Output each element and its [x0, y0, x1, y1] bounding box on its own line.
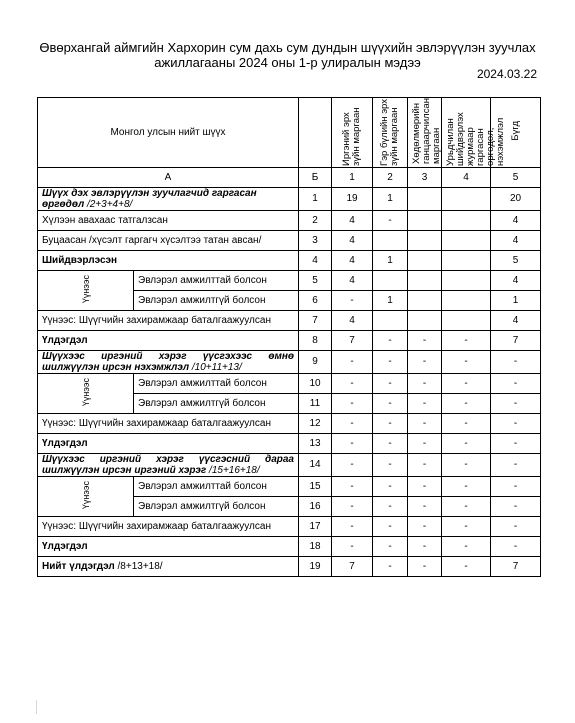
row-value	[373, 310, 408, 330]
row-value: -	[373, 556, 408, 576]
row-value: 7	[332, 556, 373, 576]
report-date: 2024.03.22	[476, 67, 537, 81]
row-value: -	[373, 496, 408, 516]
row-number: 1	[299, 187, 332, 210]
row-value: -	[491, 536, 541, 556]
row-label: Шийдвэрлэсэн	[38, 250, 299, 270]
row-value: -	[442, 330, 491, 350]
row-label: Нийт үлдэгдэл /8+13+18/	[38, 556, 299, 576]
row-value: -	[408, 393, 442, 413]
row-value: -	[442, 373, 491, 393]
row-number: 5	[299, 270, 332, 290]
row-number: 17	[299, 516, 332, 536]
row-value: -	[442, 476, 491, 496]
row-number: 11	[299, 393, 332, 413]
row-value: -	[332, 516, 373, 536]
row-value: -	[373, 330, 408, 350]
row-value: -	[332, 290, 373, 310]
row-value: -	[491, 433, 541, 453]
table-row	[38, 310, 541, 330]
row-value: -	[332, 373, 373, 393]
row-value: 1	[491, 290, 541, 310]
row-label: Эвлэрэл амжилтгүй болсон	[134, 290, 299, 310]
row-value: -	[373, 476, 408, 496]
row-value	[408, 290, 442, 310]
row-value: -	[408, 453, 442, 476]
row-value: -	[332, 393, 373, 413]
row-label: Эвлэрэл амжилттай болсон	[134, 476, 299, 496]
row-label: Эвлэрэл амжилтгүй болсон	[134, 393, 299, 413]
row-value: -	[373, 413, 408, 433]
row-value: 4	[491, 210, 541, 230]
row-value	[408, 230, 442, 250]
row-label: Шүүхээс иргэний хэрэг үүсгэсний дараа шилжүүлэн ирсэн иргэний хэрэг /15+16+18/	[38, 453, 299, 476]
row-label: Үүнээс: Шүүгчийн захирамжаар баталгаажуулсан	[38, 413, 299, 433]
row-value	[442, 290, 491, 310]
index-cell: 3	[408, 167, 442, 187]
report-table	[37, 97, 541, 577]
row-value: -	[408, 496, 442, 516]
table-row	[38, 270, 541, 290]
row-number: 15	[299, 476, 332, 496]
row-value: -	[408, 556, 442, 576]
row-value	[373, 270, 408, 290]
row-value: -	[373, 433, 408, 453]
row-value: -	[491, 350, 541, 373]
row-value: 1	[373, 290, 408, 310]
table-row	[38, 250, 541, 270]
header-cell	[299, 98, 332, 168]
header-row	[38, 98, 541, 168]
row-label: Шүүхээс иргэний хэрэг үүсгэхээс өмнө шилжүүлэн ирсэн нэхэмжлэл /10+11+13/	[38, 350, 299, 373]
row-value	[442, 270, 491, 290]
row-value: 5	[491, 250, 541, 270]
row-value: -	[442, 556, 491, 576]
row-value: -	[332, 350, 373, 373]
row-value: -	[491, 516, 541, 536]
table-row	[38, 516, 541, 536]
row-value	[442, 230, 491, 250]
row-value: -	[332, 536, 373, 556]
row-label: Үүнээс: Шүүгчийн захирамжаар баталгаажуулсан	[38, 516, 299, 536]
row-value: -	[373, 393, 408, 413]
row-number: 7	[299, 310, 332, 330]
row-value	[442, 187, 491, 210]
table-row	[38, 210, 541, 230]
index-cell: Б	[299, 167, 332, 187]
row-value: -	[491, 496, 541, 516]
row-value: -	[408, 516, 442, 536]
row-value: -	[332, 413, 373, 433]
row-value: -	[373, 350, 408, 373]
row-label: Буцаасан /хүсэлт гаргагч хүсэлтээ татан авсан/	[38, 230, 299, 250]
table-row	[38, 453, 541, 476]
row-value: -	[408, 536, 442, 556]
row-value: -	[408, 476, 442, 496]
row-value: -	[373, 210, 408, 230]
row-value	[408, 310, 442, 330]
row-value: -	[373, 516, 408, 536]
row-number: 16	[299, 496, 332, 516]
row-value: -	[442, 453, 491, 476]
row-value: -	[408, 350, 442, 373]
table-row	[38, 230, 541, 250]
row-value: 4	[332, 230, 373, 250]
row-number: 14	[299, 453, 332, 476]
row-value: 4	[332, 250, 373, 270]
row-label: Шүүх дэх эвлэрүүлэн зуучлагчид гаргасан өргөдөл /2+3+4+8/	[38, 187, 299, 210]
row-value	[373, 230, 408, 250]
row-value: -	[442, 536, 491, 556]
row-value: -	[332, 496, 373, 516]
row-value: 19	[332, 187, 373, 210]
row-number: 18	[299, 536, 332, 556]
row-label: Үлдэгдэл	[38, 536, 299, 556]
table-row	[38, 350, 541, 373]
index-cell: 4	[442, 167, 491, 187]
table-row	[38, 433, 541, 453]
row-value: -	[373, 373, 408, 393]
row-value: -	[491, 373, 541, 393]
row-value: -	[442, 413, 491, 433]
row-value: 4	[491, 310, 541, 330]
group-label: Үүнээс	[38, 270, 134, 310]
row-value: -	[408, 433, 442, 453]
header-col-2: Гэр бүлийн эрх зүйн маргаан	[373, 98, 408, 168]
row-value: -	[408, 330, 442, 350]
row-value: 1	[373, 250, 408, 270]
row-value: 4	[332, 210, 373, 230]
row-value: -	[442, 350, 491, 373]
row-label: Хүлээн авахаас татгалзсан	[38, 210, 299, 230]
table-row	[38, 476, 541, 496]
row-value: 7	[491, 556, 541, 576]
header-col-4: Урьдчилан шийдвэрлэх журмаар гаргасан өргөдөл, нэхэмжлэл	[442, 98, 491, 168]
row-value: -	[442, 516, 491, 536]
row-value: 4	[332, 310, 373, 330]
row-number: 9	[299, 350, 332, 373]
row-number: 6	[299, 290, 332, 310]
row-value: -	[332, 433, 373, 453]
row-value: 4	[491, 270, 541, 290]
table-row	[38, 330, 541, 350]
row-value: -	[442, 496, 491, 516]
row-value: 1	[373, 187, 408, 210]
row-label: Эвлэрэл амжилттай болсон	[134, 270, 299, 290]
table-row	[38, 373, 541, 393]
row-number: 13	[299, 433, 332, 453]
row-value: 4	[332, 270, 373, 290]
row-value	[442, 210, 491, 230]
row-value: -	[373, 536, 408, 556]
row-label: Эвлэрэл амжилттай болсон	[134, 373, 299, 393]
row-value: 7	[491, 330, 541, 350]
row-value	[408, 250, 442, 270]
row-number: 8	[299, 330, 332, 350]
row-value: -	[408, 373, 442, 393]
group-label: Үүнээс	[38, 373, 134, 413]
page-edge-mark	[36, 700, 37, 714]
row-number: 19	[299, 556, 332, 576]
row-label: Үлдэгдэл	[38, 433, 299, 453]
row-value: 4	[491, 230, 541, 250]
index-cell: 5	[491, 167, 541, 187]
table-row	[38, 187, 541, 210]
table-row	[38, 556, 541, 576]
row-value: 20	[491, 187, 541, 210]
table-row	[38, 536, 541, 556]
row-value: -	[491, 413, 541, 433]
row-number: 2	[299, 210, 332, 230]
row-value	[442, 310, 491, 330]
header-main: Монгол улсын нийт шүүх	[38, 98, 299, 168]
row-label: Эвлэрэл амжилтгүй болсон	[134, 496, 299, 516]
row-value: -	[442, 393, 491, 413]
header-col-5: Бүгд	[491, 98, 541, 168]
row-value: -	[408, 413, 442, 433]
index-cell: А	[38, 167, 299, 187]
row-label: Үүнээс: Шүүгчийн захирамжаар баталгаажуулсан	[38, 310, 299, 330]
group-label: Үүнээс	[38, 476, 134, 516]
row-value: -	[491, 393, 541, 413]
index-row	[38, 167, 541, 187]
row-value	[408, 270, 442, 290]
row-value	[408, 210, 442, 230]
table-row	[38, 413, 541, 433]
report-title: Өвөрхангай аймгийн Хархорин сум дахь сум дундын шүүхийн эвлэрүүлэн зуучлах ажиллагааны 2024 оны 1-р улиралын мэдээ	[39, 40, 536, 70]
row-value: -	[332, 476, 373, 496]
index-cell: 2	[373, 167, 408, 187]
index-cell: 1	[332, 167, 373, 187]
header-col-3: Хөдөлмөрийн ганцаарчилсан маргаан	[408, 98, 442, 168]
row-number: 3	[299, 230, 332, 250]
row-value: -	[491, 476, 541, 496]
row-number: 12	[299, 413, 332, 433]
row-value	[442, 250, 491, 270]
row-label: Үлдэгдэл	[38, 330, 299, 350]
row-value	[408, 187, 442, 210]
row-value: 7	[332, 330, 373, 350]
row-value: -	[491, 453, 541, 476]
row-number: 10	[299, 373, 332, 393]
row-value: -	[442, 433, 491, 453]
header-col-1: Иргэний эрх зүйн маргаан	[332, 98, 373, 168]
row-number: 4	[299, 250, 332, 270]
row-value: -	[373, 453, 408, 476]
row-value: -	[332, 453, 373, 476]
